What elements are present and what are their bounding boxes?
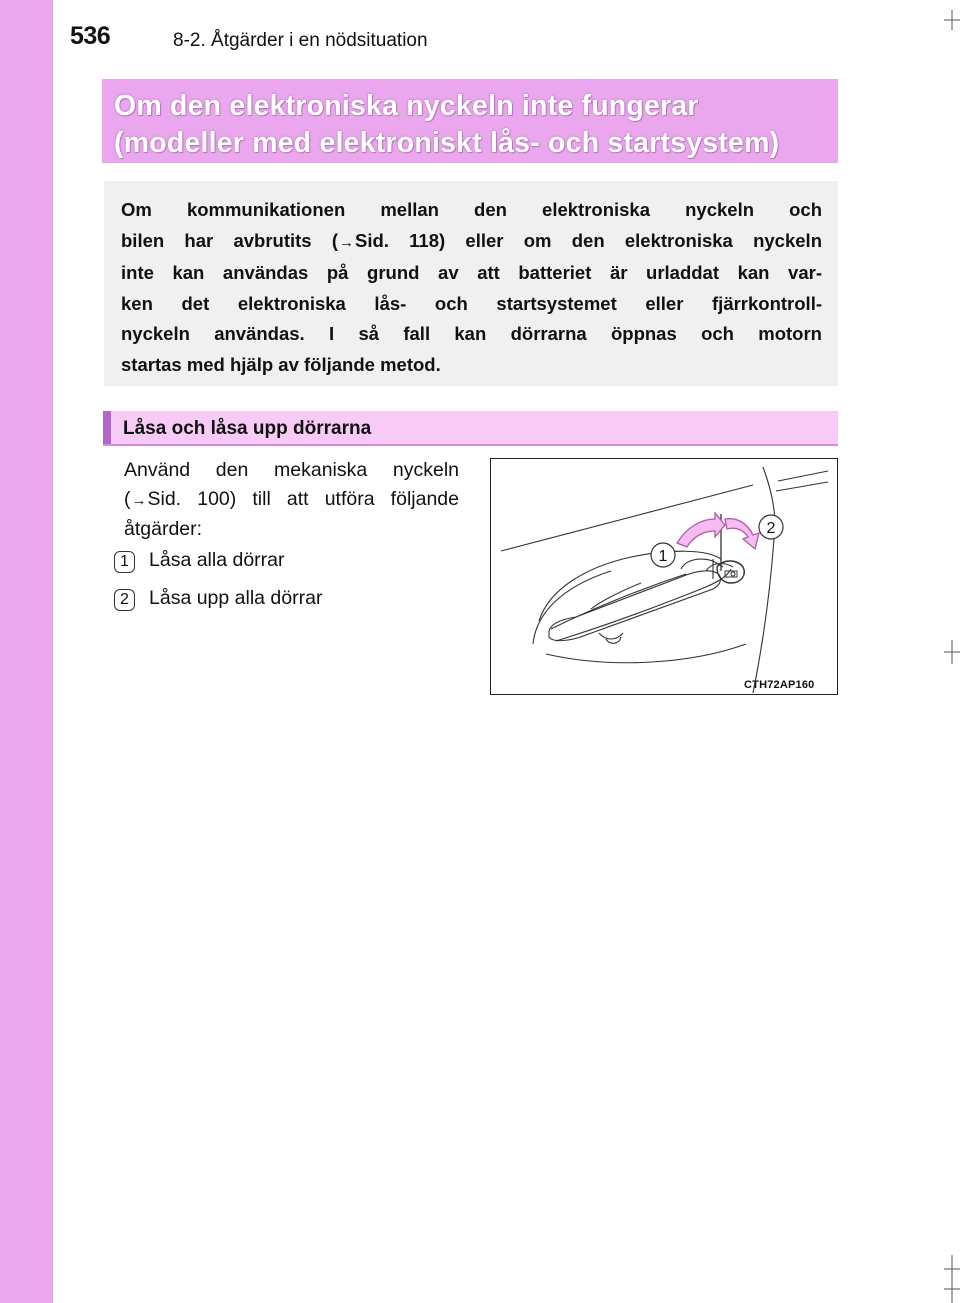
intro-line-6: startas med hjälp av följande metod. <box>121 353 441 375</box>
page-number: 536 <box>70 22 111 50</box>
figure-code: CTH72AP160 <box>744 679 815 691</box>
body-line-2-prefix: ( <box>124 487 131 510</box>
step-number-badge: 2 <box>114 589 135 611</box>
reference-arrow-icon: → <box>339 233 354 251</box>
subsection-body <box>124 456 459 544</box>
door-handle-drawing <box>491 459 837 694</box>
crop-mark <box>944 10 960 30</box>
intro-line-3: inte kan användas på grund av att batteriet är urladdat kan var- <box>121 262 822 283</box>
intro-line-5: nyckeln användas. I så fall kan dörrarna öppnas och motorn <box>121 323 822 344</box>
title-line-2: (modeller med elektroniskt lås- och startsystem) <box>114 127 780 159</box>
title-banner <box>102 79 838 163</box>
subsection-heading-bar <box>103 411 111 444</box>
title-line-1: Om den elektroniska nyckeln inte fungerar <box>114 90 699 122</box>
intro-line-4: ken det elektroniska lås- och startsystemet eller fjärrkontroll- <box>121 292 822 314</box>
body-line-1: Använd den mekaniska nyckeln <box>124 459 459 481</box>
intro-box <box>104 181 838 386</box>
callout-2: 2 <box>766 520 776 537</box>
body-page-reference[interactable]: Sid. 100) till att utföra följande <box>147 487 459 510</box>
reference-arrow-icon: → <box>131 491 147 509</box>
body-line-2 <box>124 485 459 516</box>
intro-line-2 <box>121 226 822 259</box>
chapter-side-tab <box>0 0 53 1303</box>
section-header: 8-2. Åtgärder i en nödsituation <box>173 30 428 51</box>
callout-1: 1 <box>658 548 668 565</box>
step-number-badge: 1 <box>114 551 135 573</box>
crop-mark <box>944 1255 960 1303</box>
door-handle-illustration <box>490 458 838 695</box>
body-line-3: åtgärder: <box>124 518 203 540</box>
crop-mark <box>944 640 960 664</box>
intro-line-1: Om kommunikationen mellan den elektroniska nyckeln och <box>121 199 822 220</box>
subsection-heading-text: Låsa och låsa upp dörrarna <box>123 418 372 439</box>
subsection-heading <box>103 411 838 446</box>
intro-page-reference[interactable]: Sid. 118) eller om den elektroniska nyckeln <box>355 229 822 251</box>
intro-line-2-prefix: bilen har avbrutits ( <box>121 229 338 251</box>
list-item-label: Låsa alla dörrar <box>149 549 285 571</box>
list-item-label: Låsa upp alla dörrar <box>149 587 323 609</box>
